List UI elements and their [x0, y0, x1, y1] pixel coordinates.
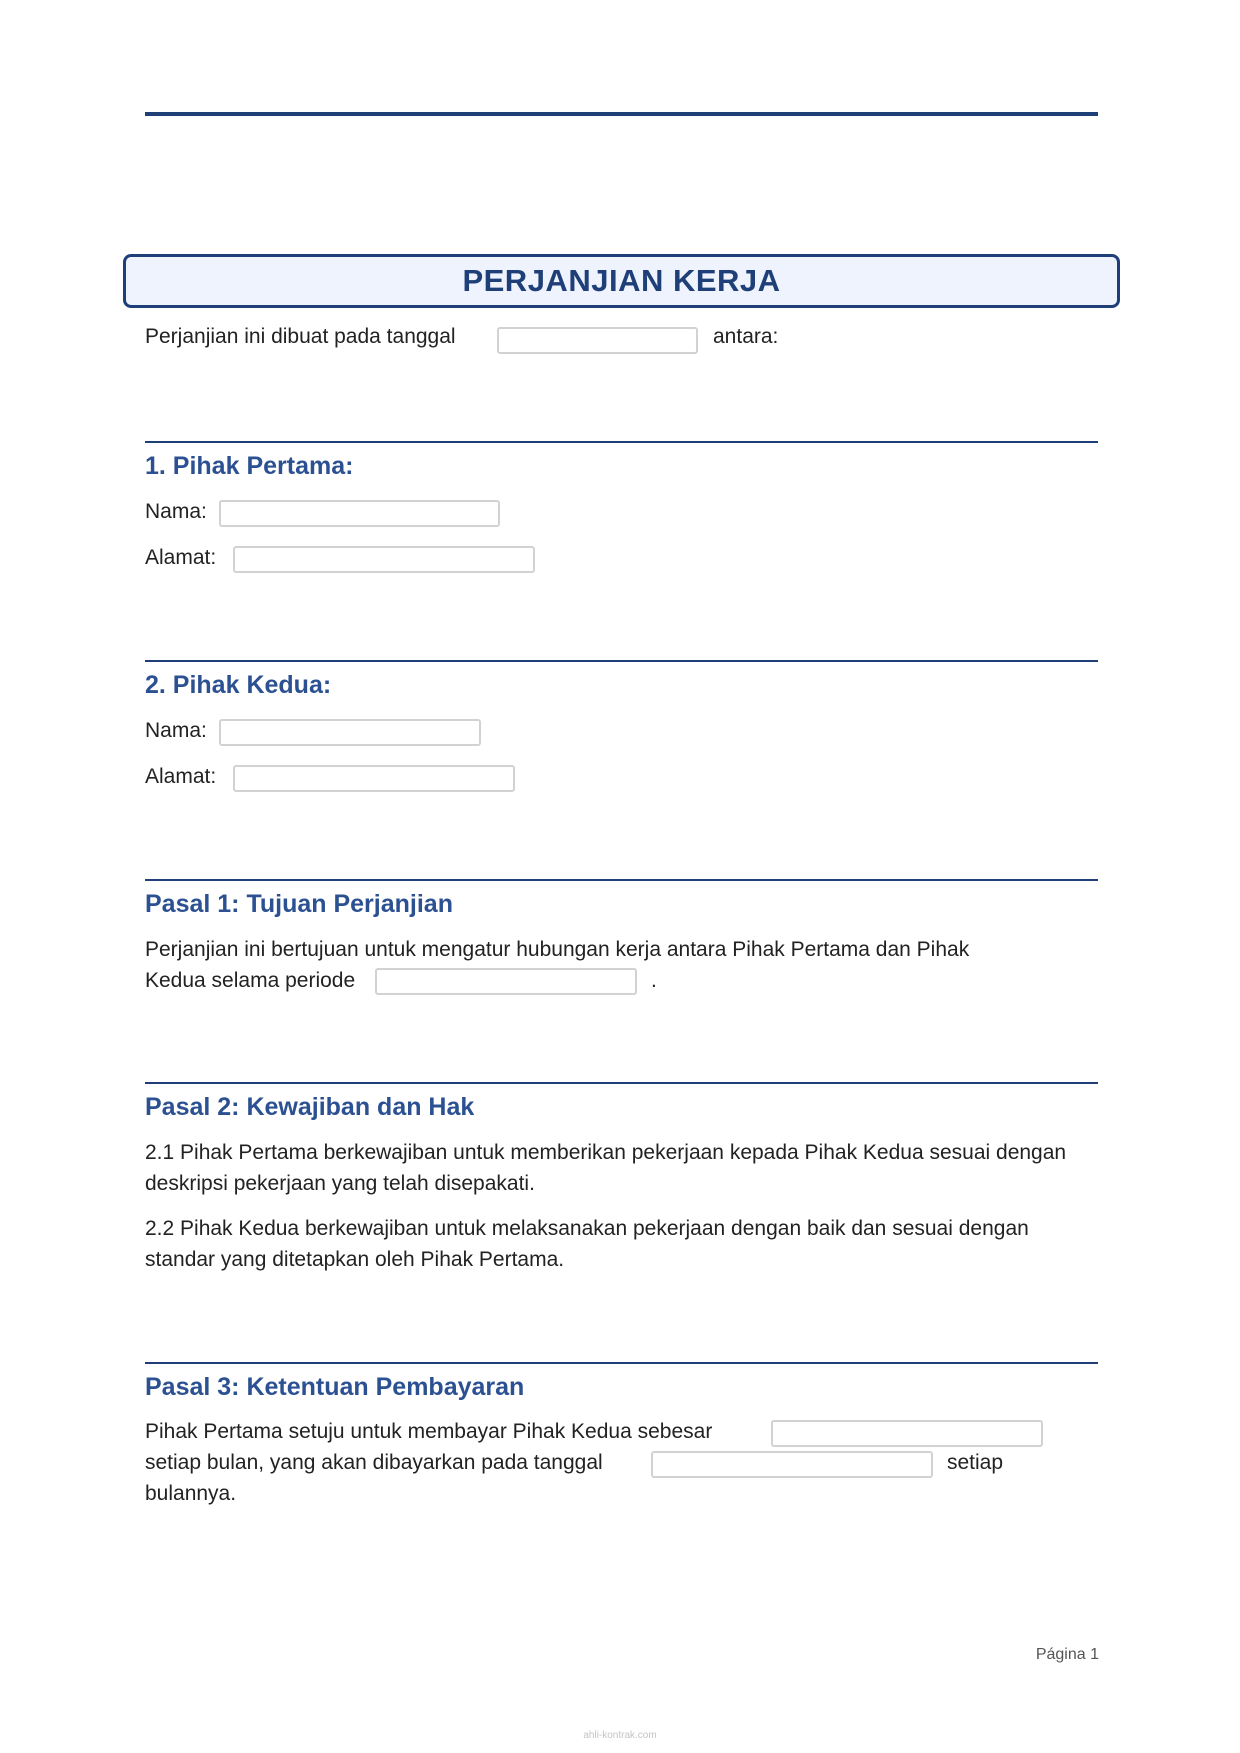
pihak-kedua-heading: 2. Pihak Kedua: — [145, 671, 332, 699]
pihak-kedua-name-field[interactable] — [219, 719, 481, 746]
pasal-2-clause-1: 2.1 Pihak Pertama berkewajiban untuk memberikan pekerjaan kepada Pihak Kedua sesuai dengan deskripsi pekerjaan yang telah disepakati. — [145, 1141, 1067, 1195]
employment-period-field[interactable] — [375, 968, 637, 995]
section-divider — [145, 660, 1098, 662]
pasal-3-text-line-2-end: setiap — [947, 1451, 1004, 1474]
pasal-2-clause-2: 2.2 Pihak Kedua berkewajiban untuk melaksanakan pekerjaan dengan baik dan sesuai dengan standar yang ditetapkan oleh Pihak Pertama. — [145, 1217, 1029, 1271]
pasal-1-text-line-2: Kedua selama periode — [145, 969, 356, 992]
pasal-1-period: . — [651, 969, 657, 992]
pasal-3-text-line-2: setiap bulan, yang akan dibayarkan pada tanggal — [145, 1451, 603, 1474]
pasal-1-heading: Pasal 1: Tujuan Perjanjian — [145, 890, 453, 918]
pasal-3-heading: Pasal 3: Ketentuan Pembayaran — [145, 1373, 525, 1401]
intro-before: Perjanjian ini dibuat pada tanggal — [145, 325, 456, 348]
header-rule — [145, 112, 1098, 116]
payment-date-field[interactable] — [651, 1451, 933, 1478]
pihak-pertama-name-field[interactable] — [219, 500, 500, 527]
salary-amount-field[interactable] — [771, 1420, 1043, 1447]
pasal-3-text-line-3: bulannya. — [145, 1482, 237, 1505]
pihak-kedua-name-label: Nama: — [145, 719, 207, 742]
pihak-pertama-address-label: Alamat: — [145, 546, 217, 569]
pasal-2-heading: Pasal 2: Kewajiban dan Hak — [145, 1093, 475, 1121]
pihak-pertama-heading: 1. Pihak Pertama: — [145, 452, 354, 480]
section-divider — [145, 1082, 1098, 1084]
pasal-3-text-line-1: Pihak Pertama setuju untuk membayar Pihak Kedua sebesar — [145, 1420, 713, 1443]
section-divider — [145, 441, 1098, 443]
pihak-kedua-address-label: Alamat: — [145, 765, 217, 788]
pasal-1-text-line-1: Perjanjian ini bertujuan untuk mengatur hubungan kerja antara Pihak Pertama dan Pihak — [145, 938, 970, 961]
intro-after: antara: — [713, 325, 779, 348]
footer-watermark: ahli-kontrak.com — [583, 1730, 657, 1741]
agreement-date-field[interactable] — [497, 327, 698, 354]
page-number: Página 1 — [1035, 1646, 1099, 1663]
pihak-kedua-address-field[interactable] — [233, 765, 515, 792]
document-title-box — [123, 254, 1120, 308]
section-divider — [145, 879, 1098, 881]
pihak-pertama-address-field[interactable] — [233, 546, 535, 573]
pihak-pertama-name-label: Nama: — [145, 500, 207, 523]
section-divider — [145, 1362, 1098, 1364]
document-title: PERJANJIAN KERJA — [462, 263, 781, 298]
